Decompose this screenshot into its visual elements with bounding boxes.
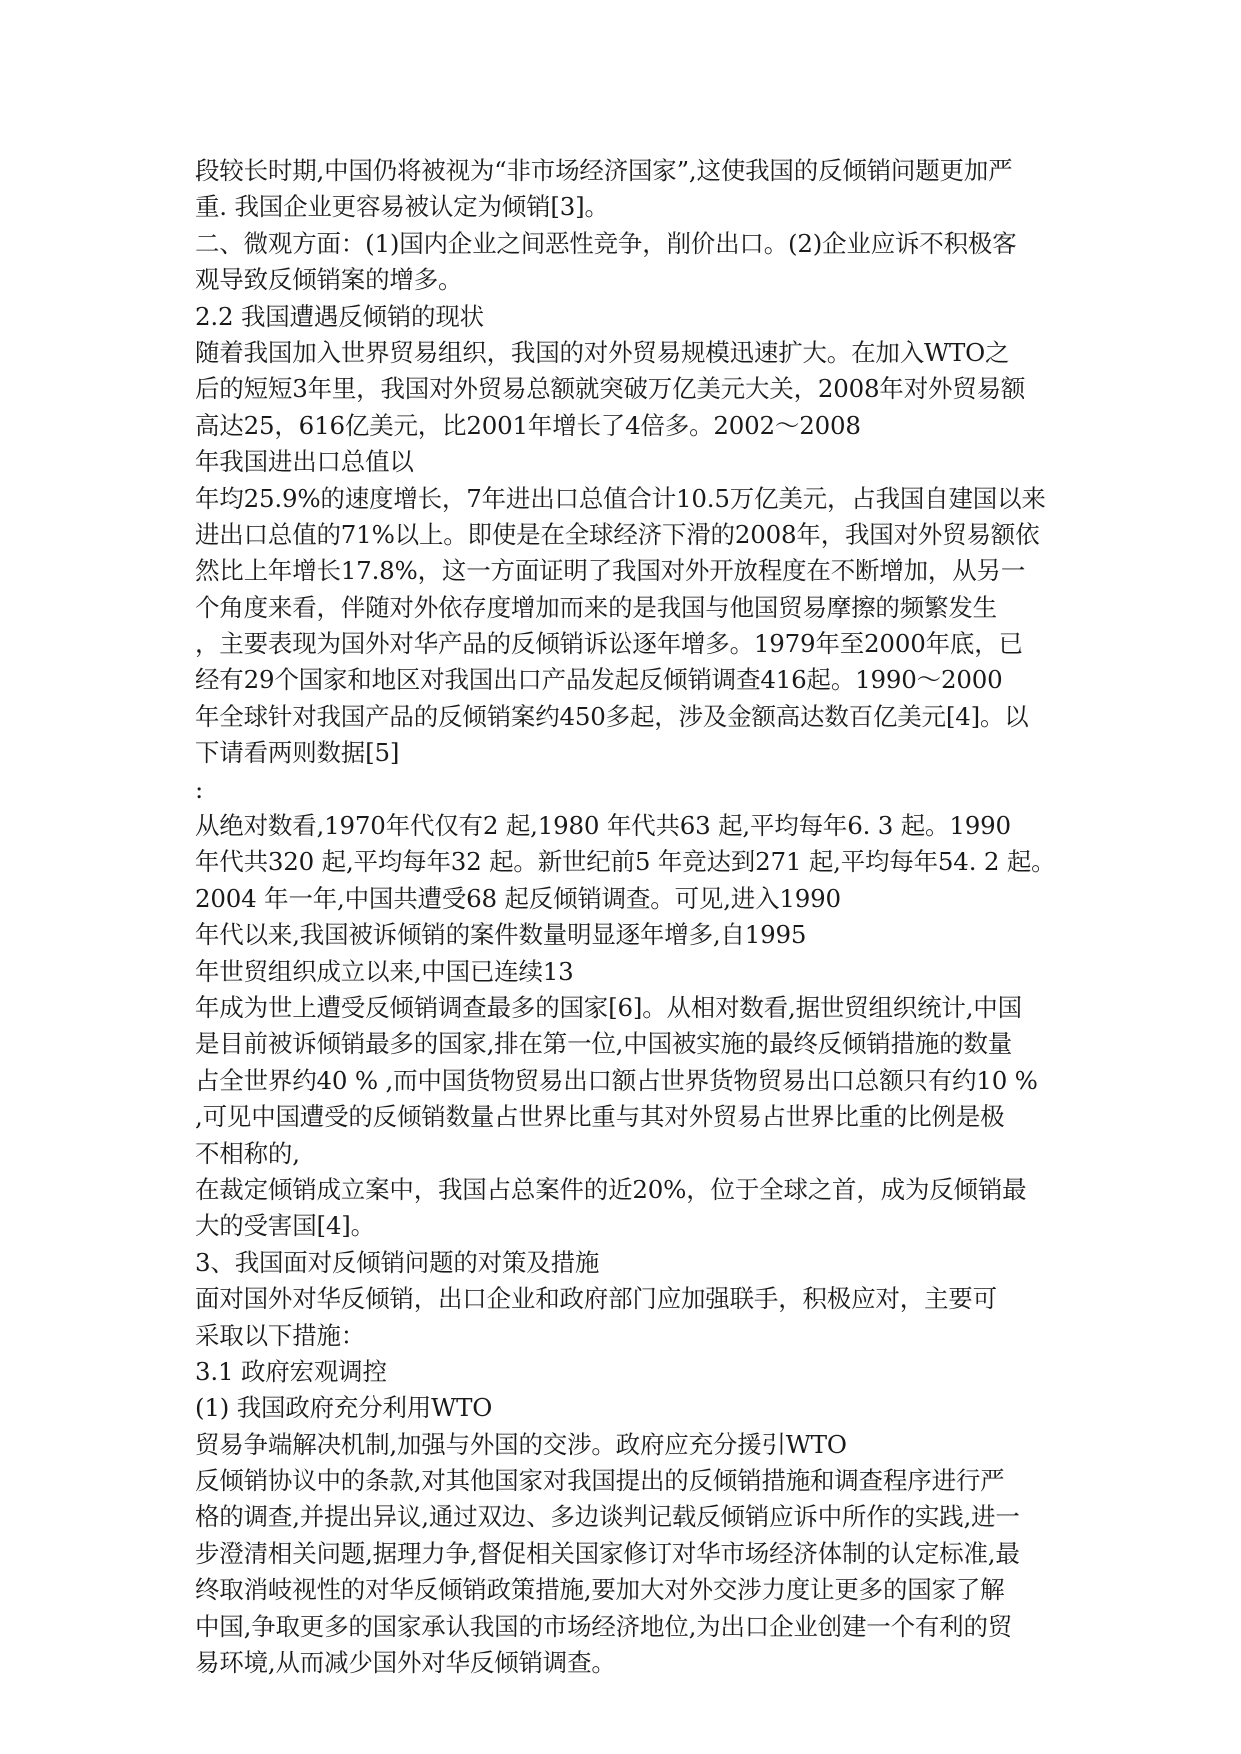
text-line: 经有29个国家和地区对我国出口产品发起反倾销调查416起。1990～2000 <box>195 665 1003 695</box>
text-line: 个角度来看，伴随对外依存度增加而来的是我国与他国贸易摩擦的频繁发生 <box>195 592 997 622</box>
text-line: 步澄清相关问题,据理力争,督促相关国家修订对华市场经济体制的认定标准,最 <box>195 1538 1020 1568</box>
text-line: 面对国外对华反倾销，出口企业和政府部门应加强联手，积极应对，主要可 <box>195 1284 997 1314</box>
text-line: 下请看两则数据[5] <box>195 738 400 768</box>
text-line: 占全世界约40 % ,而中国货物贸易出口额占世界货物贸易出口总额只有约10 % <box>195 1065 1038 1095</box>
text-line: 然比上年增长17.8%，这一方面证明了我国对外开放程度在不断增加，从另一 <box>195 556 1026 586</box>
text-line: 格的调查,并提出异议,通过双边、多边谈判记载反倾销应诉中所作的实践,进一 <box>195 1502 1020 1532</box>
text-line: 中国,争取更多的国家承认我国的市场经济地位,为出口企业创建一个有利的贸 <box>195 1611 1013 1641</box>
text-line: 易环境,从而减少国外对华反倾销调查。 <box>195 1648 616 1678</box>
text-line: 进出口总值的71%以上。即使是在全球经济下滑的2008年，我国对外贸易额依 <box>195 519 1040 549</box>
text-line: 年成为世上遭受反倾销调查最多的国家[6]。从相对数看,据世贸组织统计,中国 <box>195 992 1022 1022</box>
text-line: 随着我国加入世界贸易组织，我国的对外贸易规模迅速扩大。在加入WTO之 <box>195 337 1010 367</box>
section-heading: 2.2 我国遭遇反倾销的现状 <box>195 301 484 331</box>
text-line: : <box>195 774 204 804</box>
text-line: 后的短短3年里，我国对外贸易总额就突破万亿美元大关，2008年对外贸易额 <box>195 374 1026 404</box>
text-line: 是目前被诉倾销最多的国家,排在第一位,中国被实施的最终反倾销措施的数量 <box>195 1029 1013 1059</box>
text-line: 2004 年一年,中国共遭受68 起反倾销调查。可见,进入1990 <box>195 883 841 913</box>
text-line: ，主要表现为国外对华产品的反倾销诉讼逐年增多。1979年至2000年底，已 <box>195 629 1023 659</box>
text-line: 反倾销协议中的条款,对其他国家对我国提出的反倾销措施和调查程序进行严 <box>195 1466 1005 1496</box>
text-line: 年我国进出口总值以 <box>195 447 414 477</box>
subsection-heading: 3.1 政府宏观调控 <box>195 1356 387 1386</box>
text-line: ,可见中国遭受的反倾销数量占世界比重与其对外贸易占世界比重的比例是极 <box>195 1102 1005 1132</box>
text-line: 年全球针对我国产品的反倾销案约450多起，涉及金额高达数百亿美元[4]。以 <box>195 701 1029 731</box>
text-line: 年均25.9%的速度增长，7年进出口总值合计10.5万亿美元，占我国自建国以来 <box>195 483 1046 513</box>
text-line: 采取以下措施： <box>195 1320 366 1350</box>
section-heading: 3、我国面对反倾销问题的对策及措施 <box>195 1247 600 1277</box>
document-body <box>195 153 1055 1681</box>
text-line: (1) 我国政府充分利用WTO <box>195 1393 493 1423</box>
text-line: 年代以来,我国被诉倾销的案件数量明显逐年增多,自1995 <box>195 920 807 950</box>
text-line: 年世贸组织成立以来,中国已连续13 <box>195 956 574 986</box>
text-line: 高达25，616亿美元，比2001年增长了4倍多。2002～2008 <box>195 410 861 440</box>
text-line: 观导致反倾销案的增多。 <box>195 265 463 295</box>
text-line: 二、微观方面：(1)国内企业之间恶性竞争，削价出口。(2)企业应诉不积极客 <box>195 228 1017 258</box>
text-line: 在裁定倾销成立案中，我国占总案件的近20%，位于全球之首，成为反倾销最 <box>195 1174 1027 1204</box>
text-line: 终取消岐视性的对华反倾销政策措施,要加大对外交涉力度让更多的国家了解 <box>195 1575 1005 1605</box>
text-line: 段较长时期,中国仍将被视为“非市场经济国家”,这使我国的反倾销问题更加严 <box>195 156 1013 185</box>
text-line: 从绝对数看,1970年代仅有2 起,1980 年代共63 起,平均每年6. 3 起。1990 <box>195 811 1011 841</box>
text-line: 重. 我国企业更容易被认定为倾销[3]。 <box>195 192 609 222</box>
text-line: 不相称的, <box>195 1138 300 1168</box>
text-line: 贸易争端解决机制,加强与外国的交涉。政府应充分援引WTO <box>195 1429 847 1459</box>
text-line: 年代共320 起,平均每年32 起。新世纪前5 年竞达到271 起,平均每年54. 2 起。 <box>195 847 1055 877</box>
text-line: 大的受害国[4]。 <box>195 1211 375 1241</box>
